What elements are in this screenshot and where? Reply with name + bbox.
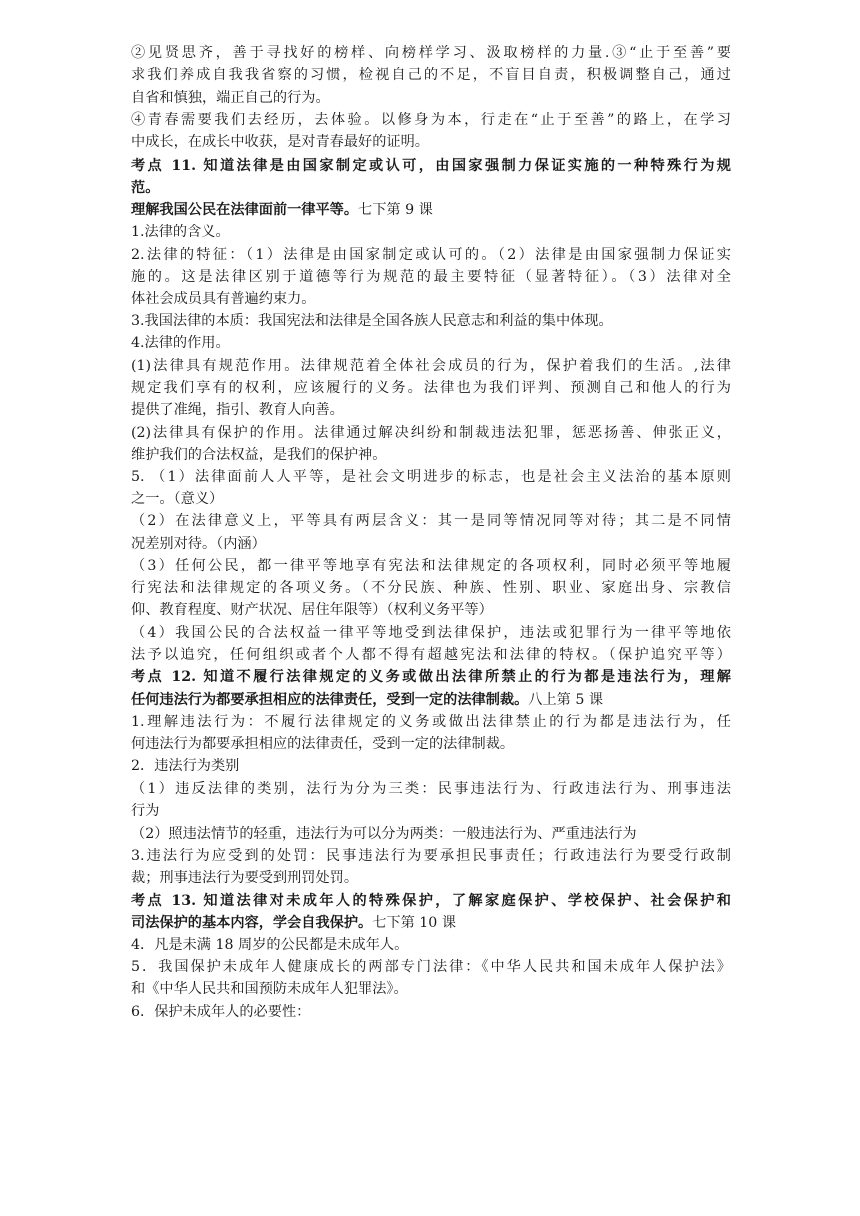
body-text: 行宪法和法律规定的各项义务。（不分民族、种族、性别、职业、家庭出身、宗教信	[131, 580, 731, 596]
text-line	[131, 266, 731, 288]
body-text: 之一。（意义）	[131, 491, 224, 507]
body-text: 和《中华人民共和国预防未成年人犯罪法》。	[131, 981, 408, 997]
heading-line	[131, 912, 731, 934]
text-line	[131, 555, 731, 577]
heading-line	[131, 689, 731, 711]
body-text: (1)法律具有规范作用。法律规范着全体社会成员的行为，保护着我们的生活。,法律	[131, 358, 731, 374]
text-line	[131, 577, 731, 599]
body-text: 中成长，在成长中收获，是对青春最好的证明。	[131, 134, 429, 150]
body-text: （1）违反法律的类别，法行为分为三类：民事违法行为、行政违法行为、刑事违法	[131, 781, 731, 797]
text-line	[131, 355, 731, 377]
body-text: 4.法律的作用。	[131, 335, 230, 351]
body-text: (2)法律具有保护的作用。法律通过解决纠纷和制裁违法犯罪，惩恶扬善、伸张正义，	[131, 425, 731, 441]
text-line	[131, 288, 731, 310]
body-text: 3.违法行为应受到的处罚：民事违法行为要承担民事责任；行政违法行为要受行政制	[131, 848, 731, 864]
text-line	[131, 711, 731, 733]
heading-line	[131, 155, 731, 177]
body-text: 1.法律的含义。	[131, 224, 230, 240]
body-text: 3.我国法律的本质：我国宪法和法律是全国各族人民意志和利益的集中体现。	[131, 313, 613, 329]
heading-line	[131, 890, 731, 912]
lesson-reference: 七下第 9 课	[358, 202, 433, 218]
heading-text: 考点 12. 知道不履行法律规定的义务或做出法律所禁止的行为都是违法行为，理解	[131, 669, 731, 685]
text-line	[131, 422, 731, 444]
body-text: （2）照违法情节的轻重，违法行为可以分为两类：一般违法行为、严重违法行为	[131, 826, 637, 842]
text-line	[131, 934, 731, 956]
heading-line	[131, 666, 731, 688]
text-line	[131, 599, 731, 621]
text-line	[131, 533, 731, 555]
body-text: ④青春需要我们去经历，去体验。以修身为本，行走在“止于至善”的路上，在学习	[131, 112, 731, 128]
text-line	[131, 755, 731, 777]
body-text: （4）我国公民的合法权益一律平等地受到法律保护，违法或犯罪行为一律平等地依	[131, 625, 731, 641]
heading-text: 考点 13. 知道法律对未成年人的特殊保护，了解家庭保护、学校保护、社会保护和	[131, 893, 731, 909]
body-text: 5. （1）法律面前人人平等，是社会文明进步的标志，也是社会主义法治的基本原则	[131, 469, 731, 485]
heading-text: 范。	[131, 180, 160, 196]
body-text: 行为	[131, 803, 160, 819]
body-text: 维护我们的合法权益，是我们的保护神。	[131, 447, 387, 463]
text-line	[131, 510, 731, 532]
text-line	[131, 131, 731, 153]
heading-text: 司法保护的基本内容，学会自我保护。	[131, 915, 373, 931]
body-text: 法予以追究，任何组织或者个人都不得有超越宪法和法律的特权。（保护追究平等）	[131, 647, 731, 663]
body-text: 求我们养成自我我省察的习惯，检视自己的不足，不盲目自责，积极调整自己，通过	[131, 67, 731, 83]
text-line	[131, 823, 731, 845]
body-text: 自省和慎独，端正自己的行为。	[131, 90, 330, 106]
text-line	[131, 109, 731, 131]
body-text: 6．保护未成年人的必要性：	[131, 1004, 311, 1020]
body-text: 2．违法行为类别	[131, 758, 240, 774]
text-line	[131, 644, 731, 666]
body-text: 4．凡是未满 18 周岁的公民都是未成年人。	[131, 937, 409, 953]
text-line	[131, 867, 731, 889]
body-text: 裁；刑事违法行为要受到刑罚处罚。	[131, 870, 359, 886]
body-text: ②见贤思齐，善于寻找好的榜样、向榜样学习、汲取榜样的力量.③“止于至善”要	[131, 45, 731, 61]
text-line	[131, 488, 731, 510]
body-text: 况差别对待。（内涵）	[131, 536, 266, 552]
body-text: （2）在法律意义上，平等具有两层含义：其一是同等情况同等对待；其二是不同情	[131, 513, 731, 529]
body-text: 提供了准绳，指引、教育人向善。	[131, 402, 344, 418]
text-line	[131, 310, 731, 332]
body-text: 规定我们享有的权利，应该履行的义务。法律也为我们评判、预测自己和他人的行为	[131, 380, 731, 396]
text-line	[131, 42, 731, 64]
text-line	[131, 978, 731, 1000]
text-line	[131, 64, 731, 86]
body-text: 1.理解违法行为：不履行法律规定的义务或做出法律禁止的行为都是违法行为，任	[131, 714, 731, 730]
body-text: 5．我国保护未成年人健康成长的两部专门法律：《中华人民共和国未成年人保护法》	[131, 959, 731, 975]
body-text: 2.法律的特征：（1）法律是由国家制定或认可的。（2）法律是由国家强制力保证实	[131, 247, 731, 263]
text-line	[131, 332, 731, 354]
lesson-reference: 八上第 5 课	[528, 692, 604, 708]
text-line	[131, 466, 731, 488]
text-line	[131, 800, 731, 822]
text-line	[131, 733, 731, 755]
text-line	[131, 221, 731, 243]
heading-text: 考点 11. 知道法律是由国家制定或认可，由国家强制力保证实施的一种特殊行为规	[131, 158, 731, 174]
text-line	[131, 244, 731, 266]
body-text: 何违法行为都要承担相应的法律责任，受到一定的法律制裁。	[131, 736, 515, 752]
text-line	[131, 1001, 731, 1023]
heading-text: 任何违法行为都要承担相应的法律责任，受到一定的法律制裁。	[131, 692, 529, 708]
text-line	[131, 87, 731, 109]
text-line	[131, 956, 731, 978]
body-text: （3）任何公民，都一律平等地享有宪法和法律规定的各项权利，同时必须平等地履	[131, 558, 731, 574]
lesson-reference: 七下第 10 课	[372, 915, 457, 931]
text-line	[131, 622, 731, 644]
heading-text: 理解我国公民在法律面前一律平等。	[131, 202, 359, 218]
text-line	[131, 377, 731, 399]
heading-line	[131, 177, 731, 199]
heading-line	[131, 199, 731, 221]
text-line	[131, 444, 731, 466]
text-line	[131, 845, 731, 867]
body-text: 施的。这是法律区别于道德等行为规范的最主要特征（显著特征）。（3）法律对全	[131, 269, 731, 285]
text-line	[131, 399, 731, 421]
body-text: 体社会成员具有普遍约束力。	[131, 291, 316, 307]
text-line	[131, 778, 731, 800]
body-text: 仰、教育程度、财产状况、居住年限等）（权利义务平等）	[131, 602, 493, 618]
